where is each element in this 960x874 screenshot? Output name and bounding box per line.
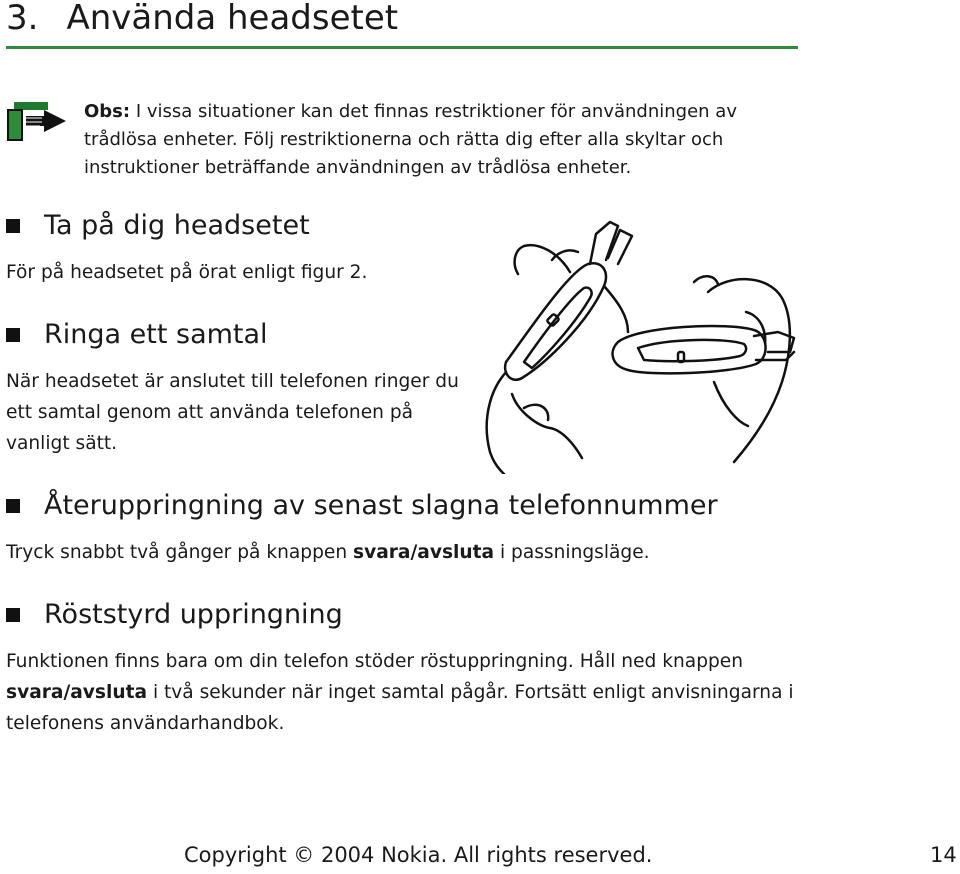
bullet-square-icon	[6, 499, 20, 513]
section-heading-redial	[6, 490, 718, 521]
section-body-voice-dial: Funktionen finns bara om din telefon stöder röstuppringning. Håll ned knappen svara/avsluta i två sekunder när inget samtal pågår. Fortsätt enligt anvisningarna i telefonens användarhandbok.	[6, 651, 794, 734]
chapter-title-text: Använda headsetet	[66, 0, 399, 38]
chapter-title	[6, 0, 398, 38]
bullet-square-icon	[6, 608, 20, 622]
section-heading-wear	[6, 210, 310, 241]
chapter-divider	[6, 46, 798, 49]
note-body: I vissa situationer kan det finnas restriktioner för användningen av trådlösa enheter. Följ restriktionerna och rätta dig efter alla skyltar och instruktioner beträffande användningen av trådlösa enheter.	[84, 101, 737, 178]
headset-on-ear-illustration	[478, 212, 800, 474]
section-heading-text: Ta på dig headsetet	[44, 210, 310, 241]
section-body-wear: För på headsetet på örat enligt figur 2.	[6, 262, 368, 283]
section-body-redial: Tryck snabbt två gånger på knappen svara/avsluta i passningsläge.	[6, 542, 650, 563]
bullet-square-icon	[6, 219, 20, 233]
bullet-square-icon	[6, 328, 20, 342]
section-heading-text: Ringa ett samtal	[44, 319, 268, 350]
note-label: Obs:	[84, 101, 131, 122]
note-hand-icon	[4, 100, 70, 144]
section-heading-voice-dial	[6, 599, 343, 630]
section-heading-text: Återuppringning av senast slagna telefonnummer	[44, 490, 718, 521]
key-name: svara/avsluta	[6, 682, 148, 703]
section-heading-text: Röststyrd uppringning	[44, 599, 343, 630]
note-text	[84, 98, 804, 182]
section-body-call: När headsetet är anslutet till telefonen ringer du ett samtal genom att använda telefonen på vanligt sätt.	[6, 371, 459, 454]
footer-copyright: Copyright © 2004 Nokia. All rights reserved.	[184, 843, 653, 867]
key-name: svara/avsluta	[353, 542, 495, 563]
page-number: 14	[930, 843, 957, 867]
section-heading-call	[6, 319, 268, 350]
chapter-number: 3.	[6, 0, 39, 38]
